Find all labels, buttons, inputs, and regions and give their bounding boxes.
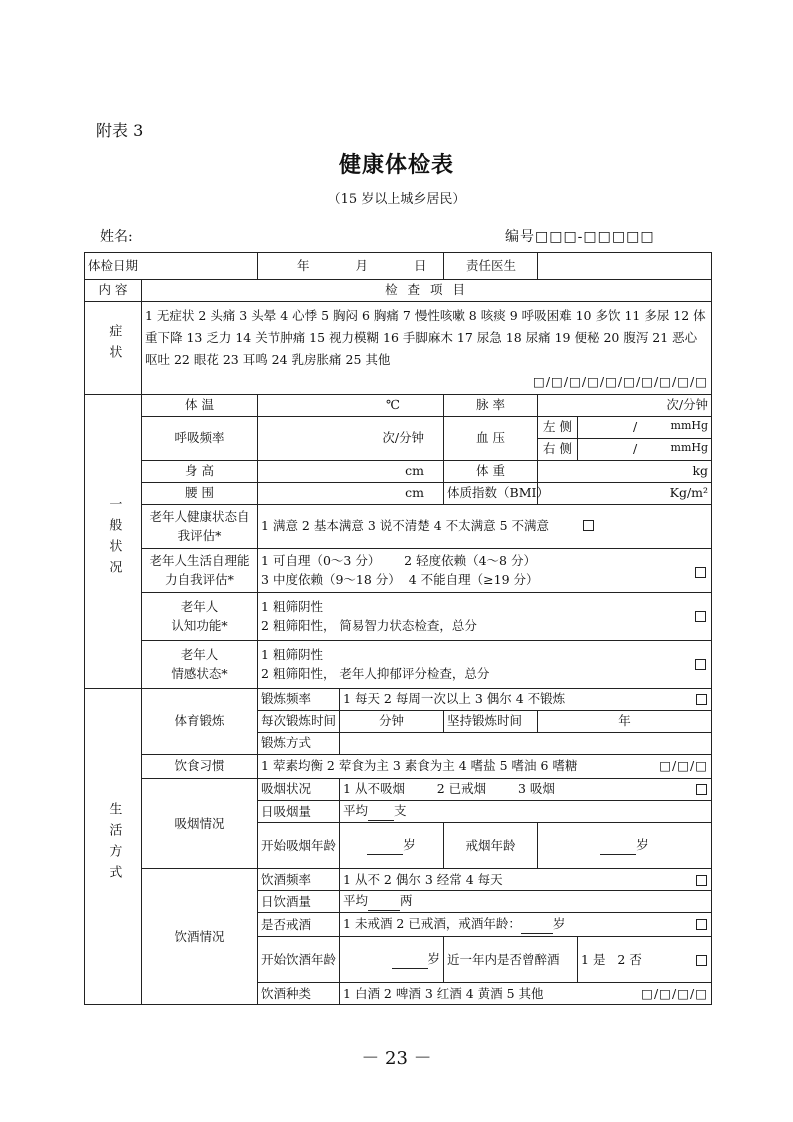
temp-unit: ℃ [386,397,401,413]
bp-right-slash: / [633,441,638,457]
self-eval-options: 1 满意 2 基本满意 3 说不清楚 4 不太满意 5 不满意 [261,518,550,534]
smoke-start-blank[interactable] [367,836,403,855]
emotion-option-1: 1 粗筛阴性 [261,647,323,663]
diet-field[interactable] [258,755,712,779]
emotion-row [85,641,712,689]
drink-type-checkboxes[interactable]: □/□/□/□ [641,985,709,1001]
items-header: 检 查 项 目 [142,280,712,302]
self-eval-field[interactable] [258,505,712,549]
exercise-method-field[interactable] [340,733,712,755]
drink-quit-blank[interactable] [521,915,553,934]
emotion-label-line2: 情感状态* [171,665,228,681]
smoke-daily-blank[interactable] [368,802,394,821]
drunk-checkbox[interactable] [696,955,707,966]
smoke-label: 吸烟情况 [142,779,258,869]
cognition-checkbox[interactable] [695,611,706,622]
day-label: 日 [414,257,427,273]
resp-label: 呼吸频率 [142,417,258,461]
adl-row [85,549,712,593]
cognition-field[interactable] [258,593,712,641]
cognition-label-line2: 认知功能* [171,617,228,633]
smoke-quit-field[interactable] [538,823,712,869]
bp-right-field[interactable] [578,439,712,461]
waist-row [85,483,712,505]
smoke-start-label: 开始吸烟年龄 [258,823,340,869]
pulse-unit: 次/分钟 [666,397,709,413]
symptoms-checkboxes[interactable]: □/□/□/□/□/□/□/□/□/□ [533,374,709,389]
bp-left-slash: / [633,419,638,435]
weight-label: 体 重 [444,461,538,483]
column-header-row [85,280,712,302]
smoke-quit-label: 戒烟年龄 [444,823,538,869]
resp-unit: 次/分钟 [382,430,425,446]
waist-label: 腰 围 [142,483,258,505]
drink-start-unit: 岁 [427,951,441,967]
bmi-field[interactable] [538,483,712,505]
weight-unit: kg [692,463,709,479]
symptoms-row [85,302,712,395]
exercise-method-label: 锻炼方式 [258,733,340,755]
drink-daily-label: 日饮酒量 [258,891,340,913]
diet-row [85,755,712,779]
cognition-option-2: 2 粗筛阳性， 简易智力状态检查，总分 [261,617,477,633]
exercise-time-unit: 分钟 [379,713,405,729]
drink-start-label: 开始饮酒年龄 [258,937,340,983]
adl-field[interactable] [258,549,712,593]
diet-options: 1 荤素均衡 2 荤食为主 3 素食为主 4 嗜盐 5 嗜油 6 嗜糖 [261,758,578,774]
doctor-label: 责任医生 [444,253,538,280]
general-status-label: 一般状况 [106,496,122,581]
symptoms-options: 1 无症状 2 头痛 3 头晕 4 心悸 5 胸闷 6 胸痛 7 慢性咳嗽 8 咳痰 9 呼吸困难 10 多饮 11 多尿 12 体重下降 13 乏力 14 关节肿痛 15 视力模糊 16 手脚麻木 17 尿急 18 尿痛 19 便秘 20 腹泻 21 恶心呕吐 22 眼花 23 耳鸣 24 乳房胀痛 25 其他 [145,308,706,367]
drunk-label: 近一年内是否曾醉酒 [444,937,578,983]
self-eval-checkbox[interactable] [583,520,594,531]
temp-label: 体 温 [142,395,258,417]
drink-freq-options: 1 从不 2 偶尔 3 经常 4 每天 [343,871,503,887]
exercise-freq-field[interactable] [340,689,712,711]
self-eval-row [85,505,712,549]
adl-option-line1: 1 可自理（0～3 分） 2 轻度依赖（4～8 分） [261,553,536,569]
drink-freq-label: 饮酒频率 [258,869,340,891]
smoke-status-checkbox[interactable] [696,784,707,795]
emotion-field[interactable] [258,641,712,689]
resp-field[interactable] [258,417,444,461]
smoke-daily-unit: 支 [394,803,407,818]
drink-freq-checkbox[interactable] [696,875,707,886]
height-field[interactable] [258,461,444,483]
drink-label: 饮酒情况 [142,869,258,1005]
drink-freq-row [85,869,712,891]
weight-field[interactable] [538,461,712,483]
drink-freq-field[interactable] [340,869,712,891]
exercise-persist-unit: 年 [618,713,631,729]
drink-quit-field[interactable] [340,913,712,937]
drink-type-options: 1 白酒 2 啤酒 3 红酒 4 黄酒 5 其他 [343,985,544,1001]
height-row [85,461,712,483]
drunk-options: 1 是 2 否 [581,951,642,967]
exercise-persist-field[interactable] [538,711,712,733]
smoke-status-label: 吸烟状况 [258,779,340,801]
cognition-option-1: 1 粗筛阴性 [261,599,323,615]
bmi-label: 体质指数（BMI） [444,483,538,505]
smoke-status-row [85,779,712,801]
exercise-freq-checkbox[interactable] [696,694,707,705]
name-label: 姓名: [100,229,133,245]
form-title: 健康体检表 [338,152,454,178]
doctor-field[interactable] [538,253,712,280]
drink-start-field[interactable] [340,937,444,983]
form-subtitle: （15 岁以上城乡居民） [327,192,466,207]
drink-daily-prefix: 平均 [343,893,369,909]
health-exam-table [84,252,712,1005]
bp-label: 血 压 [444,417,538,461]
exercise-time-field[interactable] [340,711,444,733]
emotion-option-2: 2 粗筛阳性， 老年人抑郁评分检查，总分 [261,665,490,681]
exercise-persist-label: 坚持锻炼时间 [444,711,538,733]
smoke-status-options: 1 从不吸烟 2 已戒烟 3 吸烟 [343,781,555,797]
smoke-start-field[interactable] [340,823,444,869]
exam-date-label: 体检日期 [85,253,258,280]
appendix-label: 附表 3 [96,121,144,140]
self-eval-label: 老年人健康状态自我评估* [142,505,258,549]
smoke-daily-label: 日吸烟量 [258,801,340,823]
smoke-start-unit: 岁 [403,837,416,853]
emotion-label-line1: 老年人 [180,647,219,663]
exercise-freq-row [85,689,712,711]
smoke-quit-unit: 岁 [636,837,649,853]
bp-right-unit: mmHg [670,441,709,455]
exam-date-row [85,253,712,280]
month-label: 月 [355,257,369,273]
drink-daily-blank[interactable] [368,892,400,911]
smoke-status-field[interactable] [340,779,712,801]
drunk-field[interactable] [578,937,712,983]
year-label: 年 [297,257,310,273]
adl-checkbox[interactable] [695,567,706,578]
bp-left-unit: mmHg [670,419,709,433]
bp-left-label: 左 侧 [538,417,578,439]
height-label: 身 高 [142,461,258,483]
code-label: 编号□□□-□□□□□ [505,229,655,245]
drink-daily-field[interactable] [340,891,712,913]
bp-left-field[interactable] [578,417,712,439]
diet-checkboxes[interactable]: □/□/□ [659,758,709,774]
emotion-label [142,641,258,689]
emotion-checkbox[interactable] [695,659,706,670]
cognition-label-line1: 老年人 [180,599,219,615]
exercise-time-label: 每次锻炼时间 [258,711,340,733]
waist-field[interactable] [258,483,444,505]
drink-quit-checkbox[interactable] [696,919,707,930]
drink-type-field[interactable] [340,983,712,1005]
exercise-freq-options: 1 每天 2 每周一次以上 3 偶尔 4 不锻炼 [343,691,566,707]
temp-row [85,395,712,417]
cognition-label [142,593,258,641]
bp-right-label: 右 侧 [538,439,578,461]
exercise-freq-label: 锻炼频率 [258,689,340,711]
bmi-unit: Kg/m² [669,485,709,501]
cognition-row [85,593,712,641]
drink-quit-label: 是否戒酒 [258,913,340,937]
pulse-field[interactable] [538,395,712,417]
content-header: 内 容 [85,280,142,302]
waist-unit: cm [405,485,425,501]
drink-daily-unit: 两 [400,893,413,909]
diet-label: 饮食习惯 [142,755,258,779]
page-number: － 23 － [361,1048,432,1069]
adl-option-line2: 3 中度依赖（9～18 分） 4 不能自理（≥19 分） [261,571,539,587]
drink-quit-unit: 岁 [552,916,566,932]
symptoms-label: 症状 [106,324,122,367]
drink-type-label: 饮酒种类 [258,983,340,1005]
height-unit: cm [405,463,425,479]
exercise-label: 体育锻炼 [142,689,258,755]
exam-date-field[interactable] [258,253,444,280]
symptoms-field[interactable] [142,302,712,395]
drink-quit-options: 1 未戒酒 2 已戒酒，戒酒年龄： [343,916,521,932]
smoke-daily-prefix: 平均 [343,803,369,818]
lifestyle-label: 生活方式 [106,802,122,887]
drink-start-blank[interactable] [392,950,428,969]
smoke-daily-field[interactable] [340,801,712,823]
adl-label: 老年人生活自理能力自我评估* [142,549,258,593]
temp-field[interactable] [258,395,444,417]
bp-left-row [85,417,712,439]
smoke-quit-blank[interactable] [600,836,636,855]
pulse-label: 脉 率 [444,395,538,417]
